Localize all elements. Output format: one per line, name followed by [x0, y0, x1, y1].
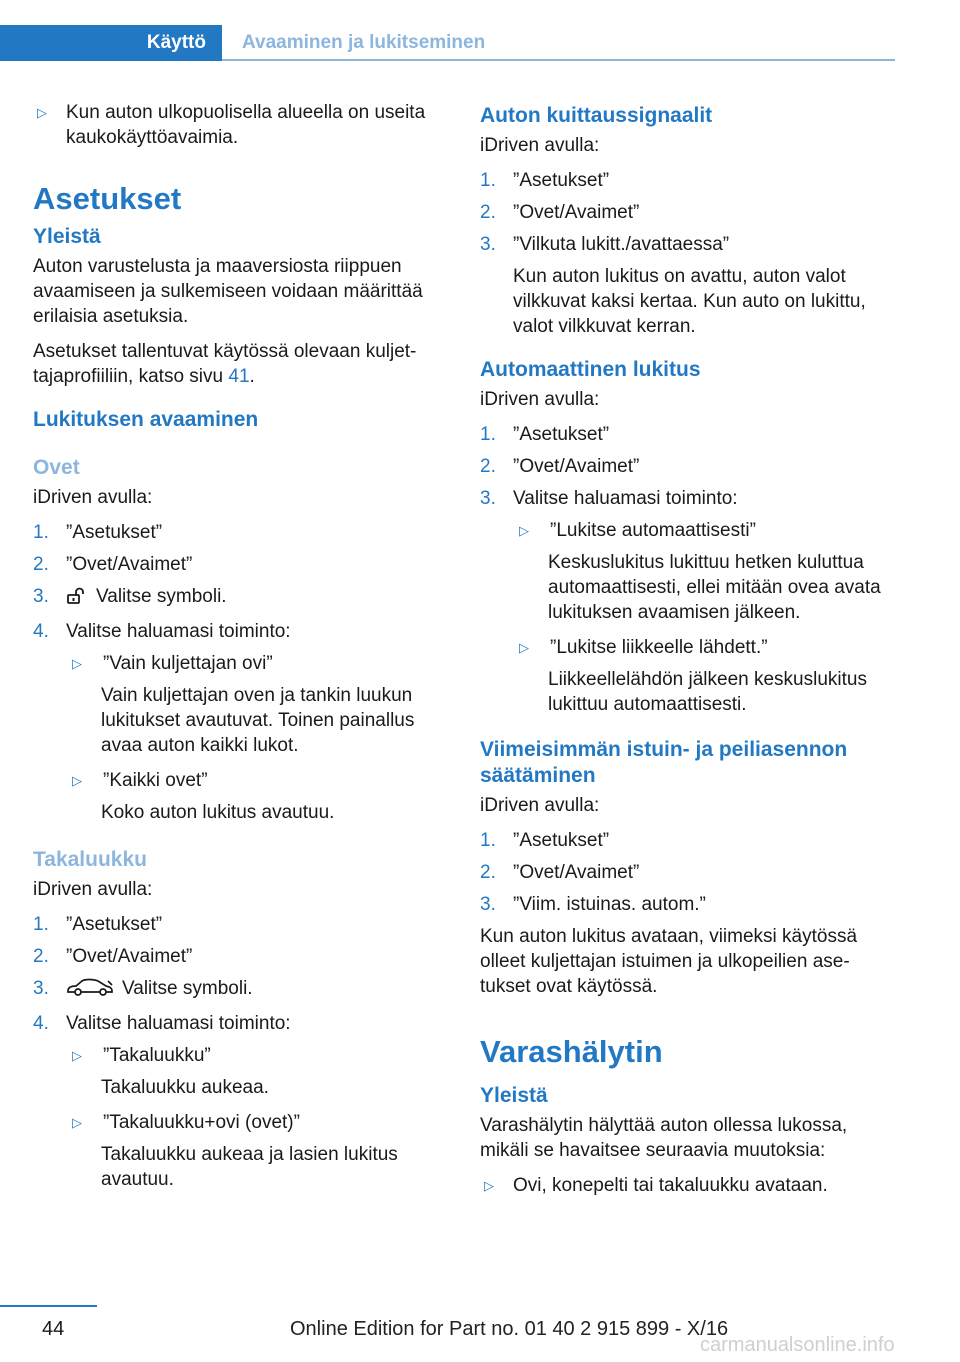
triangle-right-icon: ▷ — [484, 1178, 494, 1193]
list-item — [480, 168, 895, 193]
list-item — [68, 768, 448, 793]
step-number: 2. — [480, 862, 496, 883]
option-list — [480, 635, 895, 660]
list-item — [480, 422, 895, 447]
chapter-title: Avaaminen ja lukitseminen — [242, 32, 486, 53]
step-text: ”Asetukset” — [513, 424, 610, 445]
option-text: ”Lukitse liikkeelle lähdett.” — [550, 637, 768, 658]
list-item — [68, 1043, 448, 1068]
step-text: Valitse symboli. — [96, 586, 227, 607]
option-text: ”Kaikki ovet” — [103, 770, 208, 791]
step-text: Valitse haluamasi toiminto: — [513, 488, 738, 509]
step-number: 1. — [480, 830, 496, 851]
triangle-right-icon: ▷ — [37, 105, 47, 120]
list-item — [480, 200, 895, 225]
footer-rule — [0, 1305, 97, 1307]
step-text: Valitse symboli. — [122, 978, 253, 999]
step-text: ”Ovet/Avaimet” — [513, 862, 640, 883]
step-text: ”Asetukset” — [66, 914, 163, 935]
header-rule — [222, 59, 895, 61]
step-description: Kun auton lukitus on avattu, auton valot vilkkuvat kaksi kertaa. Kun auto on lukittu, valot vilkkuvat kerran. — [513, 266, 866, 337]
step-text: Valitse haluamasi toiminto: — [66, 621, 291, 642]
step-number: 2. — [480, 202, 496, 223]
step-number: 4. — [33, 621, 49, 642]
step-text: ”Ovet/Avaimet” — [513, 456, 640, 477]
step-number: 2. — [33, 946, 49, 967]
heading-yleista: Yleistä — [480, 1084, 548, 1107]
option-text: ”Lukitse automaattisesti” — [550, 520, 756, 541]
step-text: ”Ovet/Avaimet” — [513, 202, 640, 223]
list-item — [480, 454, 895, 479]
car-tailgate-icon — [66, 977, 114, 1004]
heading-takaluukku: Takaluukku — [33, 848, 147, 871]
option-list — [33, 768, 448, 793]
list-item — [515, 518, 895, 543]
paragraph: iDriven avulla: — [33, 487, 153, 508]
option-description: Takaluukku aukeaa. — [101, 1077, 269, 1098]
edition-note: Online Edition for Part no. 01 40 2 915 899 - X/16 — [290, 1318, 729, 1340]
list-item — [480, 892, 895, 917]
step-number: 3. — [480, 234, 496, 255]
section-label: Käyttö — [146, 32, 206, 53]
heading-lukituksen-avaaminen: Lukituksen avaaminen — [33, 408, 259, 431]
paragraph: Auton varustelusta ja maaversiosta riippuen avaamiseen ja sulkemiseen voidaan määrittää erilaisia asetuksia. — [33, 256, 423, 327]
step-text: ”Ovet/Avaimet” — [66, 554, 193, 575]
option-list — [33, 651, 448, 676]
step-text: ”Vilkuta lukitt./avattaessa” — [513, 234, 730, 255]
paragraph-text: Asetukset tallentuvat käytössä olevaan kuljet‐tajaprofiiliin, katso sivu — [33, 341, 417, 387]
option-text: ”Takaluukku” — [103, 1045, 211, 1066]
triangle-right-icon: ▷ — [72, 1115, 82, 1130]
heading-viimeisimman-asennon-saataminen: Viimeisimmän istuin- ja peiliasennon säätäminen — [480, 738, 848, 787]
paragraph: iDriven avulla: — [480, 795, 600, 816]
step-number: 1. — [33, 914, 49, 935]
heading-kuittaussignaalit: Auton kuittaussignaalit — [480, 104, 713, 127]
triangle-right-icon: ▷ — [72, 773, 82, 788]
heading-automaattinen-lukitus: Automaattinen lukitus — [480, 358, 701, 381]
right-column — [480, 100, 895, 1205]
list-item — [33, 944, 448, 969]
option-description: Liikkeellelähdön jälkeen keskuslukitus lukittuu automaattisesti. — [548, 669, 867, 715]
option-description: Takaluukku aukeaa ja lasien lukitus avautuu. — [101, 1144, 398, 1190]
paragraph: Kun auton lukitus avataan, viimeksi käytössä olleet kuljettajan istuimen ja ulkopeilien ase‐tukset ovat käytössä. — [480, 926, 858, 997]
list-item-text: Ovi, konepelti tai takaluukku avataan. — [513, 1175, 828, 1196]
triangle-right-icon: ▷ — [72, 1048, 82, 1063]
option-list — [33, 1043, 448, 1068]
paragraph — [33, 339, 448, 389]
step-text: ”Viim. istuinas. autom.” — [513, 894, 706, 915]
triangle-right-icon: ▷ — [72, 656, 82, 671]
step-number: 1. — [480, 170, 496, 191]
triangle-right-icon: ▷ — [519, 523, 529, 538]
step-number: 2. — [33, 554, 49, 575]
paragraph: iDriven avulla: — [480, 135, 600, 156]
list-item — [480, 486, 895, 511]
step-number: 4. — [33, 1013, 49, 1034]
list-item — [33, 619, 448, 644]
paragraph: iDriven avulla: — [33, 879, 153, 900]
heading-asetukset: Asetukset — [33, 181, 182, 216]
step-number: 3. — [33, 978, 49, 999]
option-description: Koko auton lukitus avautuu. — [101, 802, 335, 823]
page-header — [0, 25, 895, 61]
step-text: Valitse haluamasi toiminto: — [66, 1013, 291, 1034]
heading-yleista: Yleistä — [33, 225, 101, 248]
paragraph-text: . — [249, 366, 255, 387]
option-text: ”Takaluukku+ovi (ovet)” — [103, 1112, 300, 1133]
paragraph: Varashälytin hälyttää auton ollessa lukossa, mikäli se havaitsee seuraavia muutoksia: — [480, 1115, 848, 1161]
watermark: carmanualsonline.info — [700, 1334, 895, 1356]
option-description: Keskuslukitus lukittuu hetken kuluttua automaattisesti, ellei mitään ovea avata lukituksen avaamisen jälkeen. — [548, 552, 881, 623]
step-number: 1. — [480, 424, 496, 445]
option-description: Vain kuljettajan oven ja tankin luukun lukitukset avautuvat. Toinen painallus avaa auton kaikki lukot. — [101, 685, 415, 756]
list-item — [480, 828, 895, 853]
list-item — [480, 232, 895, 257]
list-item — [33, 1011, 448, 1036]
paragraph: iDriven avulla: — [480, 389, 600, 410]
step-text: ”Asetukset” — [66, 522, 163, 543]
heading-ovet: Ovet — [33, 456, 80, 479]
list-item — [68, 651, 448, 676]
step-text: ”Asetukset” — [513, 830, 610, 851]
step-number: 3. — [480, 894, 496, 915]
page-number: 44 — [42, 1318, 65, 1340]
step-text: ”Ovet/Avaimet” — [66, 946, 193, 967]
list-item — [33, 100, 448, 150]
page-link[interactable]: 41 — [228, 366, 250, 387]
list-item — [480, 860, 895, 885]
section-tab — [0, 25, 222, 61]
heading-varashalytin: Varashälytin — [480, 1034, 663, 1069]
list-item-text: Kun auton ulkopuolisella alueella on useita kaukokäyttöavaimia. — [66, 102, 426, 148]
step-number: 3. — [33, 586, 49, 607]
list-item — [33, 584, 448, 612]
list-item — [480, 1173, 895, 1198]
triangle-right-icon: ▷ — [519, 640, 529, 655]
list-item — [33, 976, 448, 1004]
step-number: 1. — [33, 522, 49, 543]
list-item — [68, 1110, 448, 1135]
unlock-icon — [66, 587, 88, 612]
list-item — [33, 520, 448, 545]
option-text: ”Vain kuljettajan ovi” — [103, 653, 273, 674]
list-item — [33, 912, 448, 937]
left-column — [33, 100, 448, 1202]
option-list — [33, 1110, 448, 1135]
option-list — [480, 518, 895, 543]
step-text: ”Asetukset” — [513, 170, 610, 191]
list-item — [33, 552, 448, 577]
step-number: 3. — [480, 488, 496, 509]
list-item — [515, 635, 895, 660]
step-number: 2. — [480, 456, 496, 477]
